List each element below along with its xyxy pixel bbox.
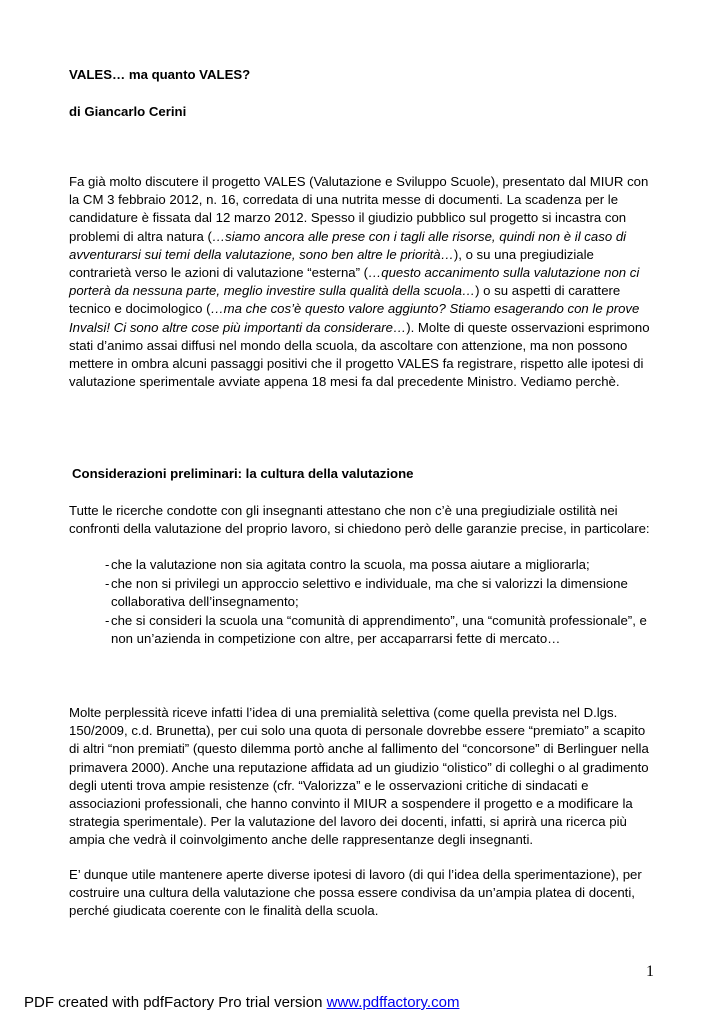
dash-marker: - <box>105 557 110 572</box>
paragraph-conclusion: E’ dunque utile mantenere aperte diverse ipotesi di lavoro (di qui l’idea della sperimentazione), per costruire una cultura della valutazione che possa essere condivisa da un’ampia platea di docenti, perché giudicata coerente con le finalità della scuola. <box>69 867 642 919</box>
footer-text: PDF created with pdfFactory Pro trial version <box>24 994 327 1011</box>
list-item-text: che non si privilegi un approccio selettivo e individuale, ma che si valorizzi la dimensione collaborativa dell’insegnamento; <box>111 576 628 610</box>
list-item <box>105 612 659 648</box>
document-author: di Giancarlo Cerini <box>69 104 187 119</box>
list-item-text: che si consideri la scuola una “comunità di apprendimento”, una “comunità professionale”, e non un’azienda in competizione con altre, per accaparrarsi fette di mercato… <box>111 613 647 647</box>
list-item-text: che la valutazione non sia agitata contro la scuola, ma possa aiutare a migliorarla; <box>111 557 590 572</box>
intro-text-1: Fa già molto discutere il progetto VALES (Valutazione e Sviluppo Scuole), presentato dal MIUR con la CM 3 febbraio 2012, n. 16, corredata di una nutrita messe di documenti. La scadenza per le candidature è fissata dal 12 marzo 2012. Spesso il giudizio pubblico sul progetto si incastra con problemi di altra natura ( <box>69 174 649 244</box>
paragraph-premiality: Molte perplessità riceve infatti l’idea di una premialità selettiva (come quella prevista nel D.lgs. 150/2009, c.d. Brunetta), per cui solo una quota di personale dovrebbe essere “premiato” a scapito di altri “non premiati” (questo dilemma portò anche al fallimento del “concorsone” di Berlinguer nella primavera 2000). Anche una reputazione affidata ad un giudizio “olistico” di colleghi o al gradimento degli utenti trova ampie resistenze (cfr. “Valorizza” e le osservazioni critiche di sindacati e associazioni professionali, che hanno convinto il MIUR a sospendere il progetto e a modificare la strategia sperimentale). Per la valutazione del lavoro dei docenti, infatti, si aprirà una ricerca più ampia che vedrà il coinvolgimento anche delle rappresentanze degli insegnanti. <box>69 705 649 848</box>
intro-text-4: ). Molte di queste osservazioni esprimono stati d’animo assai diffusi nel mondo della scuola, da ascoltare con attenzione, ma non possono mettere in ombra alcuni passaggi positivi che il progetto VALES fa registrare, rispetto alle ipotesi di valutazione sperimentale avviate appena 18 mesi fa dal precedente Ministro. Vediamo perchè. <box>69 319 650 390</box>
dash-marker: - <box>105 576 110 591</box>
section-heading: Considerazioni preliminari: la cultura della valutazione <box>72 466 414 481</box>
pdf-footer <box>24 994 459 1011</box>
intro-text-3: ) o su aspetti di carattere tecnico e docimologico ( <box>69 283 621 317</box>
intro-text-2: ), o su una pregiudiziale contrarietà verso le azioni di valutazione “esterna” ( <box>69 246 594 281</box>
intro-italic-2: …questo accanimento sulla valutazione non ci porterà da nessuna parte, meglio investire sulla qualità della scuola… <box>69 265 640 299</box>
intro-italic-1: …siamo ancora alle prese con i tagli alle risorse, quindi non è il caso di avventurarsi sui temi della valutazione, sono ben altre le priorità… <box>69 228 627 262</box>
document-title: VALES… ma quanto VALES? <box>69 67 251 82</box>
intro-italic-3: …ma che cos’è questo valore aggiunto? Stiamo esagerando con le prove Invalsi! Ci sono altre cose più importanti da considerare… <box>69 301 640 335</box>
dash-marker: - <box>105 613 110 628</box>
page-number: 1 <box>646 963 654 980</box>
list-item <box>105 575 659 611</box>
intro-paragraph <box>69 173 657 391</box>
list-item <box>105 556 659 574</box>
paragraph-research: Tutte le ricerche condotte con gli insegnanti attestano che non c’è una pregiudiziale ostilità nei confronti della valutazione del proprio lavoro, si chiedono però delle garanzie precise, in particolare: <box>69 503 650 537</box>
footer-link[interactable]: www.pdffactory.com <box>326 994 460 1011</box>
